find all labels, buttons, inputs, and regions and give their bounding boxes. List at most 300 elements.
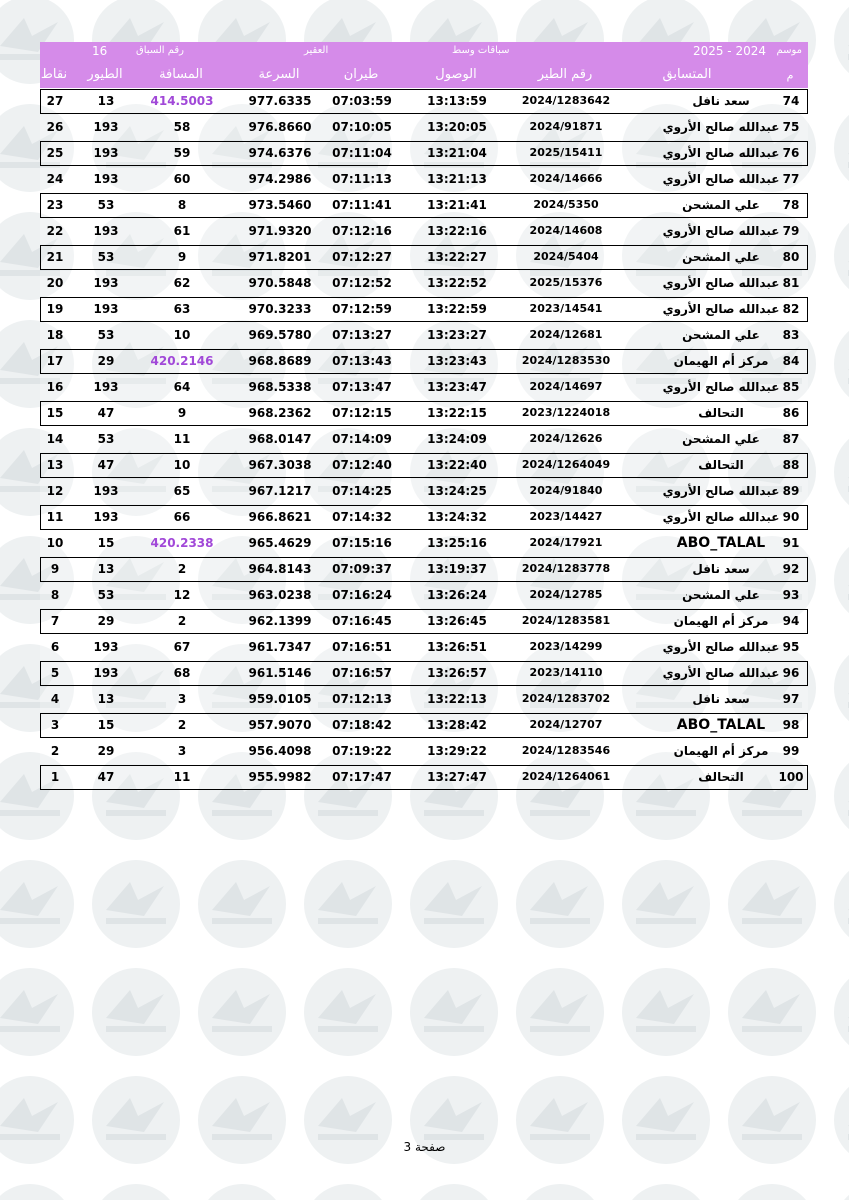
cell-distance: 11 [173, 432, 191, 446]
table-row [40, 115, 808, 140]
cell-arrival: 13:22:59 [427, 302, 487, 316]
cell-flight: 07:15:16 [332, 536, 392, 550]
cell-birds: 13 [97, 94, 115, 108]
cell-birds: 53 [97, 250, 115, 264]
cell-flight: 07:14:32 [332, 510, 392, 524]
table-row [40, 661, 808, 686]
watermark-emblem [198, 1184, 286, 1200]
col-ring: رقم الطير [537, 67, 593, 82]
cell-speed: 964.8143 [248, 562, 312, 576]
cell-distance: 11 [173, 770, 191, 784]
cell-distance: 420.2146 [150, 354, 214, 368]
cell-distance: 66 [173, 510, 191, 524]
race-type: سباقات وسط [452, 45, 510, 56]
col-birds: الطيور [87, 67, 123, 82]
cell-ring: 2023/1224018 [521, 406, 611, 419]
cell-ring: 2024/12785 [529, 588, 603, 601]
cell-ring: 2024/12681 [529, 328, 603, 341]
cell-flight: 07:12:16 [332, 224, 392, 238]
race-number: 16 [92, 44, 108, 58]
cell-points: 8 [50, 588, 60, 602]
cell-distance: 10 [173, 458, 191, 472]
col-speed: السرعة [258, 67, 300, 82]
col-distance: المسافة [159, 67, 203, 82]
table-row [40, 401, 808, 426]
cell-distance: 60 [173, 172, 191, 186]
cell-flight: 07:16:57 [332, 666, 392, 680]
cell-flight: 07:14:09 [332, 432, 392, 446]
cell-idx: 100 [778, 770, 804, 784]
table-row [40, 505, 808, 530]
cell-ring: 2024/5350 [533, 198, 599, 211]
cell-owner: عبدالله صالح الأروي [662, 510, 780, 524]
cell-idx: 84 [782, 354, 800, 368]
cell-birds: 193 [93, 484, 119, 498]
cell-arrival: 13:21:13 [427, 172, 487, 186]
cell-ring: 2025/15376 [529, 276, 603, 289]
cell-arrival: 13:22:40 [427, 458, 487, 472]
cell-speed: 955.9982 [248, 770, 312, 784]
cell-arrival: 13:21:41 [427, 198, 487, 212]
cell-flight: 07:18:42 [332, 718, 392, 732]
cell-flight: 07:19:22 [332, 744, 392, 758]
cell-birds: 13 [97, 692, 115, 706]
cell-birds: 193 [93, 302, 119, 316]
cell-points: 1 [50, 770, 60, 784]
watermark-emblem [622, 1184, 710, 1200]
cell-arrival: 13:26:45 [427, 614, 487, 628]
cell-owner: التحالف [698, 770, 744, 784]
cell-owner: عبدالله صالح الأروي [662, 484, 780, 498]
watermark-emblem [834, 212, 849, 300]
cell-points: 5 [50, 666, 60, 680]
watermark-emblem [0, 1184, 74, 1200]
cell-points: 3 [50, 718, 60, 732]
cell-idx: 97 [782, 692, 800, 706]
cell-ring: 2024/1283581 [521, 614, 611, 627]
cell-speed: 962.1399 [248, 614, 312, 628]
cell-points: 9 [50, 562, 60, 576]
cell-distance: 65 [173, 484, 191, 498]
cell-speed: 971.9320 [248, 224, 312, 238]
cell-distance: 67 [173, 640, 191, 654]
cell-birds: 193 [93, 380, 119, 394]
cell-flight: 07:03:59 [332, 94, 392, 108]
cell-points: 22 [46, 224, 64, 238]
cell-owner: سعد نافل [692, 562, 750, 576]
col-arrival: الوصول [435, 67, 477, 82]
table-row [40, 167, 808, 192]
cell-flight: 07:14:25 [332, 484, 392, 498]
cell-flight: 07:13:27 [332, 328, 392, 342]
watermark-emblem [0, 860, 74, 948]
cell-arrival: 13:27:47 [427, 770, 487, 784]
cell-birds: 193 [93, 120, 119, 134]
watermark-emblem [92, 968, 180, 1056]
table-meta-header [40, 42, 808, 63]
cell-owner: علي المشحن [682, 198, 760, 212]
cell-idx: 83 [782, 328, 800, 342]
cell-owner: مركز أم الهيمان [673, 744, 769, 758]
cell-owner: عبدالله صالح الأروي [662, 146, 780, 160]
cell-ring: 2024/1264061 [521, 770, 611, 783]
watermark-emblem [198, 968, 286, 1056]
cell-owner: علي المشحن [682, 250, 760, 264]
cell-idx: 90 [782, 510, 800, 524]
cell-birds: 29 [97, 354, 115, 368]
cell-ring: 2024/91871 [529, 120, 603, 133]
table-row [40, 271, 808, 296]
cell-flight: 07:12:27 [332, 250, 392, 264]
cell-speed: 969.5780 [248, 328, 312, 342]
cell-distance: 420.2338 [150, 536, 214, 550]
cell-points: 13 [46, 458, 64, 472]
cell-ring: 2024/14608 [529, 224, 603, 237]
cell-arrival: 13:22:13 [427, 692, 487, 706]
cell-idx: 89 [782, 484, 800, 498]
cell-idx: 92 [782, 562, 800, 576]
cell-ring: 2024/1283702 [521, 692, 611, 705]
cell-distance: 61 [173, 224, 191, 238]
cell-distance: 10 [173, 328, 191, 342]
watermark-emblem [304, 1184, 392, 1200]
watermark-emblem [834, 860, 849, 948]
table-row [40, 349, 808, 374]
cell-arrival: 13:22:15 [427, 406, 487, 420]
cell-speed: 967.3038 [248, 458, 312, 472]
cell-points: 20 [46, 276, 64, 290]
cell-points: 16 [46, 380, 64, 394]
table-row [40, 635, 808, 660]
cell-ring: 2024/12626 [529, 432, 603, 445]
cell-points: 10 [46, 536, 64, 550]
watermark-emblem [834, 1184, 849, 1200]
cell-arrival: 13:26:24 [427, 588, 487, 602]
table-row [40, 583, 808, 608]
watermark-emblem [410, 1184, 498, 1200]
watermark-emblem [516, 1184, 604, 1200]
cell-arrival: 13:22:27 [427, 250, 487, 264]
cell-birds: 193 [93, 146, 119, 160]
watermark-emblem [304, 968, 392, 1056]
cell-speed: 977.6335 [248, 94, 312, 108]
cell-idx: 87 [782, 432, 800, 446]
cell-ring: 2024/1283530 [521, 354, 611, 367]
cell-ring: 2024/5404 [533, 250, 599, 263]
season-label: موسم [776, 45, 802, 56]
cell-speed: 961.7347 [248, 640, 312, 654]
cell-owner: التحالف [698, 406, 744, 420]
cell-owner: عبدالله صالح الأروي [662, 172, 780, 186]
cell-flight: 07:11:13 [332, 172, 392, 186]
cell-flight: 07:16:45 [332, 614, 392, 628]
cell-points: 4 [50, 692, 60, 706]
cell-points: 19 [46, 302, 64, 316]
table-row [40, 245, 808, 270]
cell-owner: ABO_TALAL [676, 717, 766, 733]
cell-speed: 968.8689 [248, 354, 312, 368]
cell-speed: 965.4629 [248, 536, 312, 550]
cell-points: 6 [50, 640, 60, 654]
watermark-emblem [834, 536, 849, 624]
cell-birds: 193 [93, 666, 119, 680]
cell-owner: عبدالله صالح الأروي [662, 224, 780, 238]
cell-idx: 93 [782, 588, 800, 602]
cell-distance: 58 [173, 120, 191, 134]
cell-flight: 07:12:40 [332, 458, 392, 472]
cell-arrival: 13:26:57 [427, 666, 487, 680]
cell-speed: 973.5460 [248, 198, 312, 212]
table-row [40, 89, 808, 114]
cell-idx: 75 [782, 120, 800, 134]
cell-distance: 9 [177, 250, 187, 264]
cell-birds: 47 [97, 406, 115, 420]
table-row [40, 479, 808, 504]
cell-points: 23 [46, 198, 64, 212]
cell-owner: سعد نافل [692, 94, 750, 108]
column-header-row [40, 63, 808, 88]
cell-owner: سعد نافل [692, 692, 750, 706]
cell-points: 12 [46, 484, 64, 498]
cell-ring: 2023/14299 [529, 640, 603, 653]
table-body [40, 89, 808, 790]
cell-distance: 414.5003 [150, 94, 214, 108]
cell-arrival: 13:20:05 [427, 120, 487, 134]
cell-distance: 68 [173, 666, 191, 680]
season-value: 2025 - 2024 [692, 44, 766, 58]
cell-speed: 959.0105 [248, 692, 312, 706]
cell-ring: 2024/17921 [529, 536, 603, 549]
cell-flight: 07:09:37 [332, 562, 392, 576]
cell-birds: 53 [97, 432, 115, 446]
results-table [40, 42, 808, 790]
watermark-emblem [304, 860, 392, 948]
watermark-emblem [0, 968, 74, 1056]
cell-points: 27 [46, 94, 64, 108]
cell-owner: عبدالله صالح الأروي [662, 302, 780, 316]
cell-speed: 961.5146 [248, 666, 312, 680]
cell-idx: 80 [782, 250, 800, 264]
cell-ring: 2024/1264049 [521, 458, 611, 471]
cell-idx: 99 [782, 744, 800, 758]
cell-speed: 966.8621 [248, 510, 312, 524]
watermark-emblem [834, 0, 849, 84]
cell-birds: 47 [97, 770, 115, 784]
table-row [40, 193, 808, 218]
table-row [40, 713, 808, 738]
col-idx: م [786, 69, 794, 82]
table-row [40, 609, 808, 634]
cell-owner: عبدالله صالح الأروي [662, 640, 780, 654]
table-row [40, 557, 808, 582]
cell-ring: 2024/1283778 [521, 562, 611, 575]
cell-flight: 07:13:47 [332, 380, 392, 394]
cell-speed: 968.2362 [248, 406, 312, 420]
watermark-emblem [834, 644, 849, 732]
table-row [40, 323, 808, 348]
cell-points: 21 [46, 250, 64, 264]
cell-ring: 2023/14541 [529, 302, 603, 315]
cell-arrival: 13:23:47 [427, 380, 487, 394]
cell-owner: مركز أم الهيمان [673, 614, 769, 628]
cell-flight: 07:12:59 [332, 302, 392, 316]
col-points: نقاط [40, 67, 68, 82]
cell-birds: 29 [97, 614, 115, 628]
watermark-emblem [516, 968, 604, 1056]
cell-arrival: 13:22:16 [427, 224, 487, 238]
watermark-emblem [410, 968, 498, 1056]
cell-owner: عبدالله صالح الأروي [662, 120, 780, 134]
cell-points: 11 [46, 510, 64, 524]
cell-arrival: 13:28:42 [427, 718, 487, 732]
cell-owner: علي المشحن [682, 432, 760, 446]
cell-distance: 64 [173, 380, 191, 394]
cell-distance: 59 [173, 146, 191, 160]
cell-speed: 956.4098 [248, 744, 312, 758]
cell-birds: 193 [93, 276, 119, 290]
cell-idx: 88 [782, 458, 800, 472]
watermark-emblem [834, 320, 849, 408]
cell-points: 17 [46, 354, 64, 368]
watermark-emblem [728, 860, 816, 948]
cell-idx: 94 [782, 614, 800, 628]
cell-idx: 79 [782, 224, 800, 238]
cell-points: 7 [50, 614, 60, 628]
cell-speed: 967.1217 [248, 484, 312, 498]
cell-speed: 970.5848 [248, 276, 312, 290]
cell-speed: 957.9070 [248, 718, 312, 732]
cell-idx: 74 [782, 94, 800, 108]
cell-distance: 63 [173, 302, 191, 316]
watermark-emblem [516, 860, 604, 948]
cell-speed: 968.5338 [248, 380, 312, 394]
cell-idx: 95 [782, 640, 800, 654]
cell-ring: 2023/14110 [529, 666, 603, 679]
cell-idx: 86 [782, 406, 800, 420]
race-number-label: رقم السباق [136, 45, 185, 56]
cell-birds: 53 [97, 588, 115, 602]
cell-birds: 15 [97, 536, 115, 550]
cell-flight: 07:16:24 [332, 588, 392, 602]
table-row [40, 531, 808, 556]
cell-flight: 07:16:51 [332, 640, 392, 654]
cell-distance: 8 [177, 198, 187, 212]
cell-arrival: 13:22:52 [427, 276, 487, 290]
watermark-emblem [92, 860, 180, 948]
cell-points: 26 [46, 120, 64, 134]
cell-idx: 78 [782, 198, 800, 212]
watermark-emblem [834, 752, 849, 840]
cell-birds: 15 [97, 718, 115, 732]
watermark-emblem [198, 860, 286, 948]
cell-owner: علي المشحن [682, 588, 760, 602]
watermark-emblem [410, 860, 498, 948]
cell-ring: 2023/14427 [529, 510, 603, 523]
watermark-emblem [728, 1184, 816, 1200]
cell-flight: 07:10:05 [332, 120, 392, 134]
cell-owner: علي المشحن [682, 328, 760, 342]
cell-ring: 2024/1283642 [521, 94, 611, 107]
cell-birds: 53 [97, 328, 115, 342]
watermark-emblem [622, 860, 710, 948]
cell-idx: 96 [782, 666, 800, 680]
cell-arrival: 13:25:16 [427, 536, 487, 550]
table-row [40, 739, 808, 764]
cell-distance: 9 [177, 406, 187, 420]
table-row [40, 427, 808, 452]
cell-birds: 47 [97, 458, 115, 472]
cell-distance: 3 [177, 744, 187, 758]
cell-speed: 976.8660 [248, 120, 312, 134]
cell-owner: عبدالله صالح الأروي [662, 666, 780, 680]
table-row [40, 453, 808, 478]
cell-distance: 12 [173, 588, 191, 602]
cell-arrival: 13:21:04 [427, 146, 487, 160]
cell-idx: 76 [782, 146, 800, 160]
watermark-emblem [622, 968, 710, 1056]
watermark-emblem [92, 1184, 180, 1200]
table-row [40, 765, 808, 790]
col-owner: المتسابق [662, 67, 712, 82]
cell-flight: 07:17:47 [332, 770, 392, 784]
cell-birds: 193 [93, 510, 119, 524]
cell-idx: 77 [782, 172, 800, 186]
table-row [40, 219, 808, 244]
col-flight: طيران [343, 67, 379, 82]
cell-points: 24 [46, 172, 64, 186]
page-number: صفحة 3 [403, 1140, 446, 1154]
cell-distance: 3 [177, 692, 187, 706]
cell-distance: 2 [177, 718, 187, 732]
cell-points: 15 [46, 406, 64, 420]
cell-distance: 62 [173, 276, 191, 290]
cell-flight: 07:11:04 [332, 146, 392, 160]
cell-idx: 81 [782, 276, 800, 290]
cell-flight: 07:13:43 [332, 354, 392, 368]
cell-ring: 2024/14666 [529, 172, 603, 185]
cell-arrival: 13:29:22 [427, 744, 487, 758]
watermark-emblem [728, 968, 816, 1056]
cell-points: 18 [46, 328, 64, 342]
cell-idx: 98 [782, 718, 800, 732]
cell-speed: 974.2986 [248, 172, 312, 186]
cell-birds: 193 [93, 640, 119, 654]
table-row [40, 687, 808, 712]
watermark-emblem [834, 968, 849, 1056]
cell-points: 2 [50, 744, 60, 758]
table-row [40, 297, 808, 322]
cell-speed: 968.0147 [248, 432, 312, 446]
cell-birds: 193 [93, 224, 119, 238]
cell-arrival: 13:13:59 [427, 94, 487, 108]
cell-distance: 2 [177, 562, 187, 576]
cell-birds: 13 [97, 562, 115, 576]
cell-arrival: 13:23:43 [427, 354, 487, 368]
cell-idx: 85 [782, 380, 800, 394]
cell-ring: 2024/12707 [529, 718, 603, 731]
cell-flight: 07:11:41 [332, 198, 392, 212]
cell-flight: 07:12:15 [332, 406, 392, 420]
cell-owner: عبدالله صالح الأروي [662, 276, 780, 290]
cell-arrival: 13:24:25 [427, 484, 487, 498]
watermark-emblem [834, 428, 849, 516]
cell-owner: مركز أم الهيمان [673, 354, 769, 368]
cell-owner: التحالف [698, 458, 744, 472]
watermark-emblem [834, 104, 849, 192]
cell-birds: 29 [97, 744, 115, 758]
cell-speed: 971.8201 [248, 250, 312, 264]
table-row [40, 375, 808, 400]
